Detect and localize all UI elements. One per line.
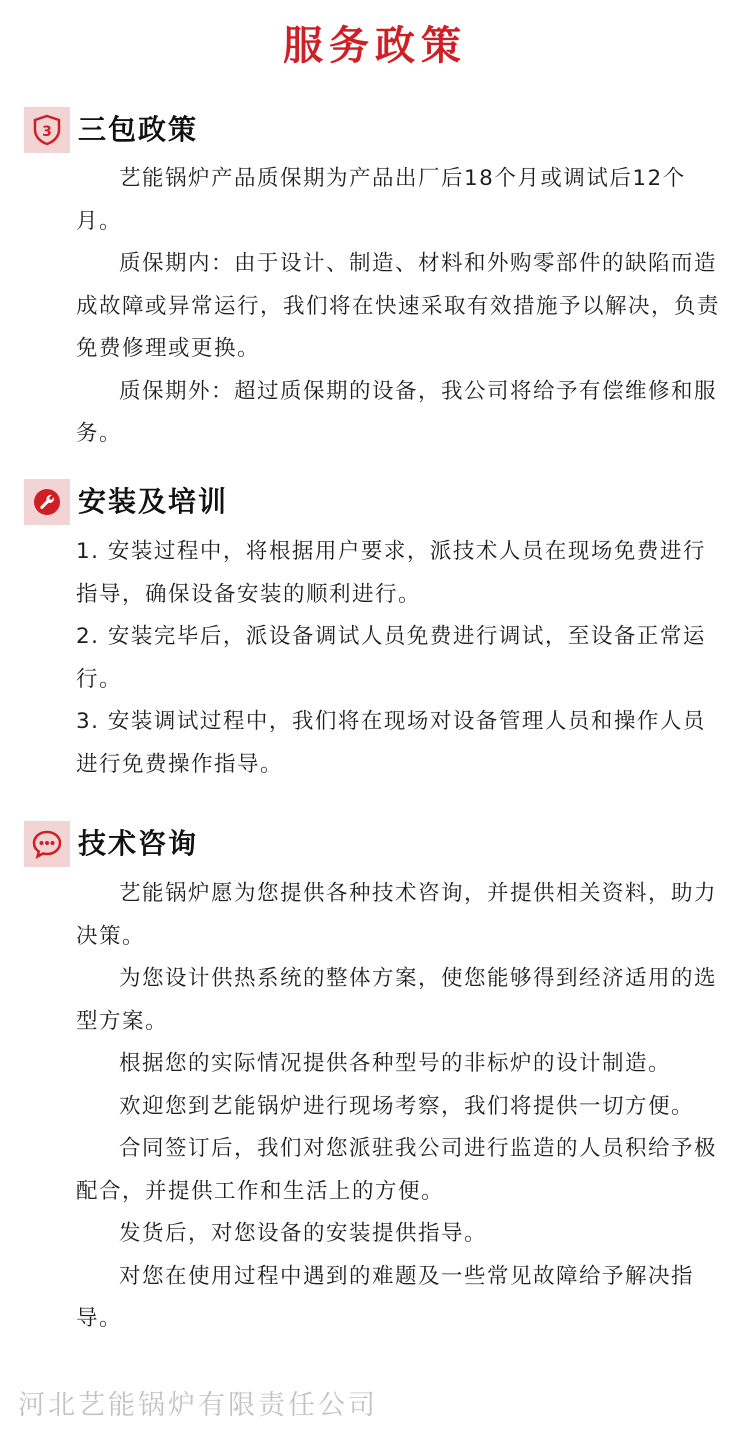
paragraph: 质保期外：超过质保期的设备，我公司将给予有偿维修和服务。: [76, 378, 718, 446]
paragraph: 欢迎您到艺能锅炉进行现场考察，我们将提供一切方便。: [119, 1093, 695, 1119]
page-title: 服务政策: [283, 22, 467, 69]
paragraph: 对您在使用过程中遇到的难题及一些常见故障给予解决指导。: [76, 1263, 695, 1331]
section-header: [24, 479, 724, 527]
list-item: 2. 安装完毕后，派设备调试人员免费进行调试，至设备正常运行。: [76, 624, 706, 692]
paragraph: 质保期内：由于设计、制造、材料和外购零部件的缺陷而造成故障或异常运行，我们将在快速采取有效措施予以解决，负责免费修理或更换。: [76, 251, 721, 361]
shield-3-icon: [24, 107, 70, 153]
chat-bubble-icon: [24, 821, 70, 867]
paragraph: 发货后，对您设备的安装提供指导。: [119, 1221, 488, 1246]
paragraph: 为您设计供热系统的整体方案，使您能够得到经济适用的选型方案。: [76, 966, 718, 1034]
section-title: 安装及培训: [78, 485, 229, 518]
paragraph: 艺能锅炉产品质保期为产品出厂后18个月或调试后12个月。: [76, 166, 686, 234]
watermark: 河北艺能锅炉有限责任公司: [18, 1390, 378, 1421]
paragraph: 根据您的实际情况提供各种型号的非标炉的设计制造。: [119, 1051, 672, 1076]
svg-text:3: 3: [42, 124, 52, 140]
paragraph: 合同签订后，我们对您派驻我公司进行监造的人员积给予极配合，并提供工作和生活上的方便。: [76, 1136, 718, 1204]
wrench-icon: [24, 479, 70, 525]
list-item: 3. 安装调试过程中，我们将在现场对设备管理人员和操作人员进行免费操作指导。: [76, 709, 706, 777]
section-title: 技术咨询: [78, 827, 199, 860]
paragraph: 艺能锅炉愿为您提供各种技术咨询，并提供相关资料，助力决策。: [76, 881, 718, 949]
section-body: [76, 158, 726, 456]
section-title: 三包政策: [78, 113, 199, 146]
section-header: [24, 821, 724, 869]
list-item: 1. 安装过程中，将根据用户要求，派技术人员在现场免费进行指导，确保设备安装的顺利进行。: [76, 539, 706, 607]
section-body: [76, 873, 726, 1341]
section-body: [76, 531, 726, 786]
section-header: [24, 107, 724, 155]
